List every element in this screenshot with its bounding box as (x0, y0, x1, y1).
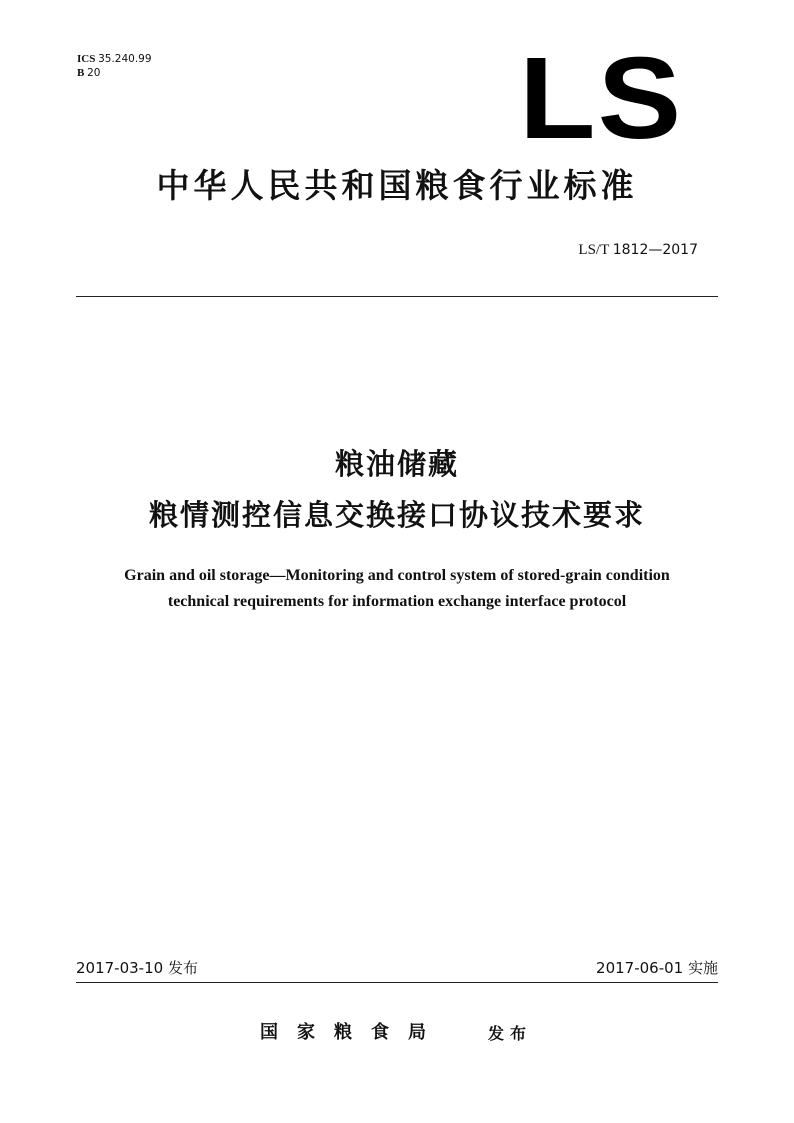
classification-codes (77, 52, 152, 80)
ls-logo: LS (519, 33, 684, 163)
ccs-code-line (77, 66, 152, 80)
standard-number (578, 240, 698, 260)
header-divider (76, 296, 718, 297)
document-title-zh-line2: 粮情测控信息交换接口协议技术要求 (148, 498, 645, 532)
page-title: 中华人民共和国粮食行业标准 (156, 166, 638, 205)
document-title-en-line1: Grain and oil storage—Monitoring and control system of stored-grain condition (124, 567, 670, 584)
implementation-date: 2017-06-01 实施 (596, 959, 718, 977)
document-title-zh-line1: 粮油储藏 (334, 447, 459, 481)
standard-number-prefix: LS/T (578, 242, 609, 258)
ics-code: 35.240.99 (98, 53, 152, 65)
document-title-en-line2: technical requirements for information exchange interface protocol (167, 593, 627, 610)
footer-divider (76, 982, 718, 983)
ics-code-line (77, 52, 152, 66)
standard-number-value: 1812—2017 (612, 242, 698, 258)
issue-date: 2017-03-10 发布 (76, 959, 198, 977)
ccs-code: 20 (87, 67, 101, 79)
ics-label: ICS (77, 53, 96, 65)
issued-label: 发布 (488, 1024, 533, 1043)
ccs-label: B (77, 67, 85, 79)
issuing-authority: 国家粮食局 (260, 1022, 445, 1043)
